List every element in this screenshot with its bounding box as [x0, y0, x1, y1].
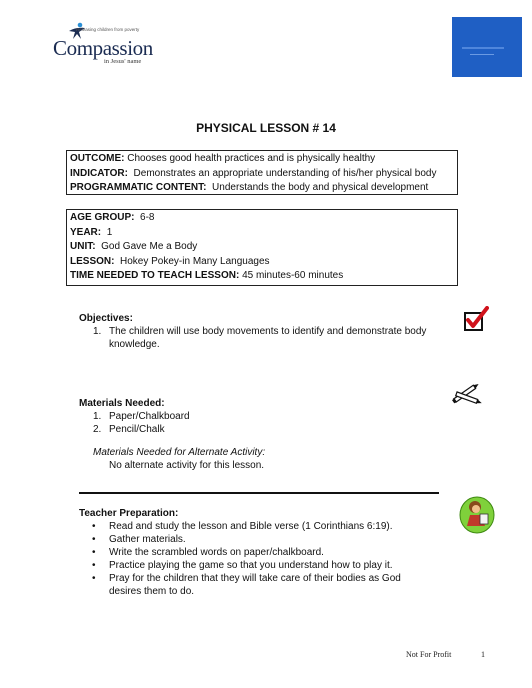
item-text: The children will use body movements to identify and demonstrate body — [109, 326, 427, 337]
item-text: Pray for the children that they will take care of their bodies as God — [109, 573, 401, 584]
alt-materials-text: No alternate activity for this lesson. — [109, 460, 265, 471]
pencils-icon — [450, 382, 486, 408]
bullet: • — [92, 573, 96, 584]
time-text: 45 minutes-60 minutes — [242, 270, 344, 281]
lesson-row — [70, 255, 454, 270]
item-number: 1. — [93, 411, 102, 422]
checkbox-check-icon — [463, 306, 489, 332]
lesson-info-box — [66, 209, 458, 286]
content-text: Understands the body and physical development — [212, 182, 429, 193]
page-number: 1 — [481, 650, 485, 659]
indicator-row — [70, 167, 454, 182]
list-item — [79, 423, 379, 436]
age-row — [70, 211, 454, 226]
lesson-label: LESSON: — [70, 255, 115, 267]
bullet: • — [92, 521, 96, 532]
age-text: 6-8 — [140, 212, 155, 223]
indicator-text: Demonstrates an appropriate understanding of his/her physical body — [133, 167, 437, 179]
item-text: knowledge. — [109, 339, 160, 350]
item-text: Paper/Chalkboard — [109, 411, 190, 422]
logo-wordmark: Compassion — [53, 36, 153, 60]
item-text: desires them to do. — [109, 586, 195, 597]
section-divider — [79, 492, 439, 494]
list-item — [79, 533, 459, 546]
stamp-line — [462, 47, 504, 49]
time-row — [70, 269, 454, 284]
unit-label: UNIT: — [70, 241, 96, 252]
objectives-heading: Objectives: — [79, 313, 133, 324]
preparation-heading: Teacher Preparation: — [79, 508, 179, 519]
materials-heading: Materials Needed: — [79, 398, 165, 409]
item-text: Practice playing the game so that you understand how to play it. — [109, 560, 393, 571]
unit-row — [70, 240, 454, 255]
list-item — [79, 546, 459, 559]
list-item — [79, 325, 459, 351]
list-item — [79, 572, 459, 598]
alt-materials-heading: Materials Needed for Alternate Activity: — [93, 447, 266, 458]
outcome-box — [66, 150, 458, 195]
item-number: 2. — [93, 424, 102, 435]
unit-text: God Gave Me a Body — [101, 241, 198, 252]
outcome-text: Chooses good health practices and is physically healthy — [127, 153, 376, 164]
footer-text: Not For Profit — [406, 650, 452, 659]
list-item — [79, 520, 459, 533]
preparation-section — [79, 507, 459, 598]
page-title: PHYSICAL LESSON # 14 — [196, 121, 336, 135]
content-label: PROGRAMMATIC CONTENT: — [70, 182, 207, 193]
bullet: • — [92, 547, 96, 558]
lesson-text: Hokey Pokey-in Many Languages — [120, 255, 270, 267]
compassion-logo — [50, 22, 170, 70]
age-label: AGE GROUP: — [70, 212, 135, 223]
content-row — [70, 181, 454, 196]
logo-tagline: Releasing children from poverty — [76, 27, 140, 32]
bullet: • — [92, 560, 96, 571]
stamp-line — [470, 54, 494, 55]
objectives-section — [79, 312, 459, 351]
teacher-icon — [458, 495, 496, 535]
logo-subtitle: in Jesus' name — [104, 58, 142, 65]
item-text: Read and study the lesson and Bible verse (1 Corinthians 6:19). — [109, 521, 393, 532]
indicator-label: INDICATOR: — [70, 167, 128, 179]
outcome-row — [70, 152, 454, 167]
year-text: 1 — [106, 226, 113, 238]
outcome-label: OUTCOME: — [70, 153, 125, 164]
item-number: 1. — [93, 326, 102, 337]
list-item — [79, 410, 379, 423]
bullet: • — [92, 534, 96, 545]
item-text: Pencil/Chalk — [109, 424, 165, 435]
list-item — [79, 559, 459, 572]
year-label: YEAR: — [70, 226, 102, 238]
item-text: Gather materials. — [109, 534, 186, 545]
item-text: Write the scrambled words on paper/chalkboard. — [109, 547, 324, 558]
materials-section — [79, 397, 379, 472]
year-row — [70, 226, 454, 241]
time-label: TIME NEEDED TO TEACH LESSON: — [70, 270, 240, 281]
blue-stamp — [452, 17, 522, 77]
